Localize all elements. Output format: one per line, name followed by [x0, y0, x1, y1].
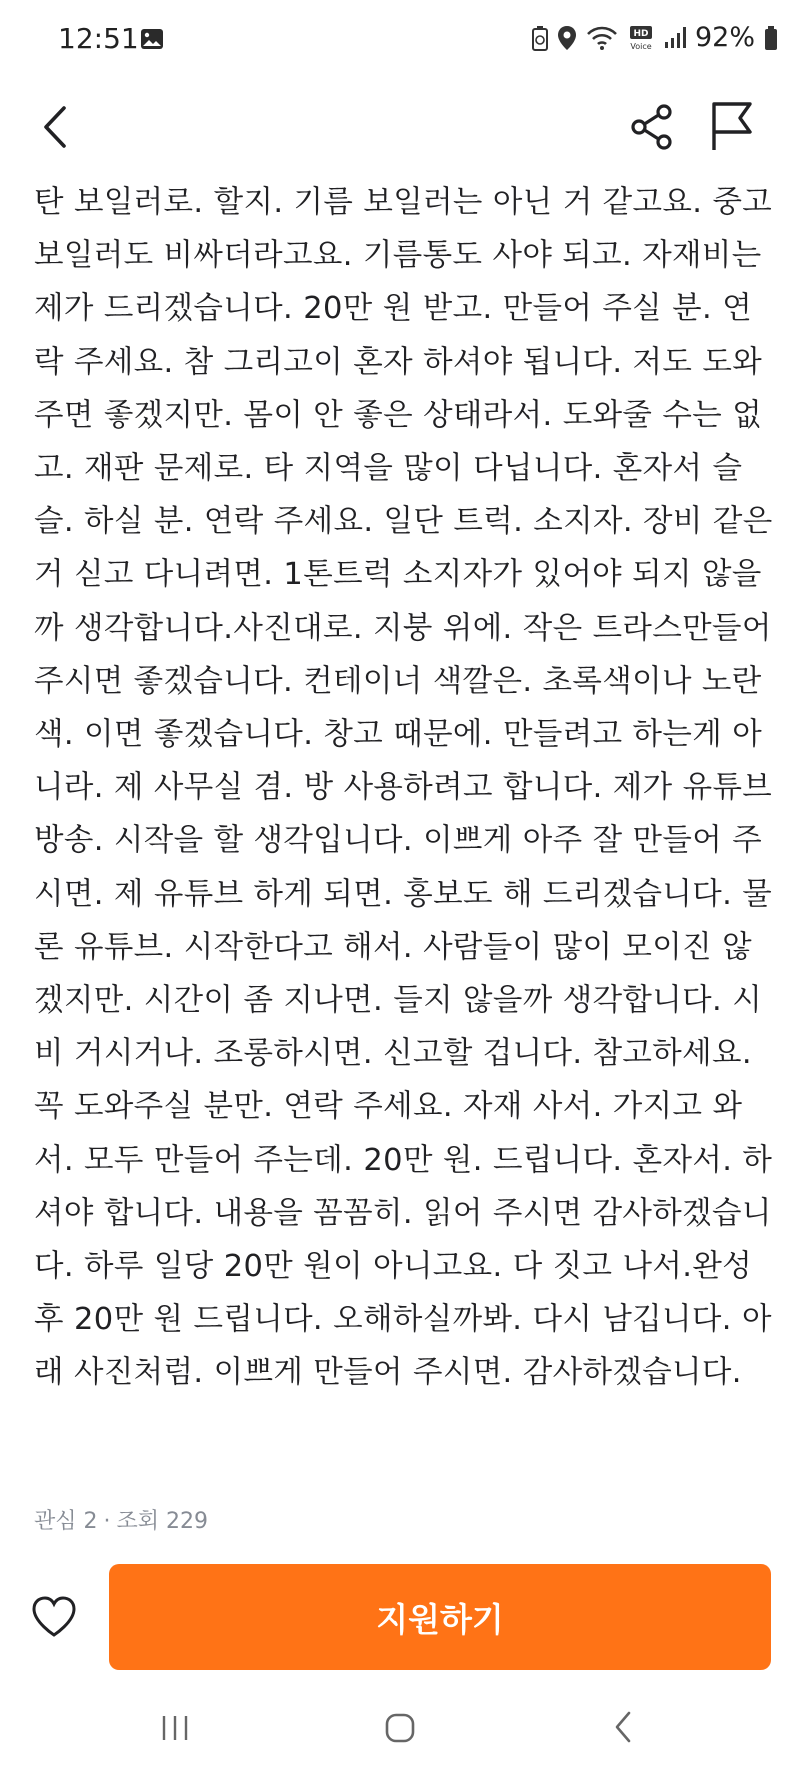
post-stats	[34, 1504, 208, 1535]
status-bar	[0, 0, 800, 80]
apply-button[interactable]: 지원하기	[109, 1564, 771, 1670]
svg-text:Voice: Voice	[630, 41, 652, 51]
back-button[interactable]	[36, 104, 76, 150]
battery-percent: 92%	[694, 22, 755, 53]
system-nav-bar	[0, 1690, 800, 1778]
action-bar	[0, 1560, 800, 1670]
wifi-icon	[586, 25, 618, 51]
recent-apps-icon[interactable]	[160, 1714, 190, 1742]
post-body: 탄 보일러로. 할지. 기름 보일러는 아닌 거 같고요. 중고 보일러도 비싸더라고요. 기름통도 사야 되고. 자재비는 제가 드리겠습니다. 20만 원 받고. 만들어 주실 분. 연락 주세요. 참 그리고이 혼자 하셔야 됩니다. 저도 도와주면 좋겠지만. 몸이 안 좋은 상태라서. 도와줄 수는 없고. 재판 문제로. 타 지역을 많이 다닙니다. 혼자서 슬슬. 하실 분. 연락 주세요. 일단 트럭. 소지자. 장비 같은 거 싣고 다니려면. 1톤트럭 소지자가 있어야 되지 않을까 생각합니다.사진대로. 지붕 위에. 작은 트라스만들어 주시면 좋겠습니다. 컨테이너 색깔은. 초록색이나 노란색. 이면 좋겠습니다. 창고 때문에. 만들려고 하는게 아니라. 제 사무실 겸. 방 사용하려고 합니다. 제가 유튜브 방송. 시작을 할 생각입니다. 이쁘게 아주 잘 만들어 주시면. 제 유튜브 하게 되면. 홍보도 해 드리겠습니다. 물론 유튜브. 시작한다고 해서. 사람들이 많이 모이진 않겠지만. 시간이 좀 지나면. 들지 않을까 생각합니다. 시비 거시거나. 조롱하시면. 신고할 겁니다. 참고하세요. 꼭 도와주실 분만. 연락 주세요. 자재 사서. 가지고 와서. 모두 만들어 주는데. 20만 원. 드립니다. 혼자서. 하셔야 합니다. 내용을 꼼꼼히. 읽어 주시면 감사하겠습니다. 하루 일당 20만 원이 아니고요. 다 짓고 나서.완성후 20만 원 드립니다. 오해하실까봐. 다시 남깁니다. 아래 사진처럼. 이쁘게 만들어 주시면. 감사하겠습니다.	[34, 185, 773, 1391]
location-icon	[557, 25, 577, 51]
status-time: 12:51	[58, 22, 139, 55]
heart-outline-icon[interactable]	[30, 1595, 78, 1639]
back-icon[interactable]	[613, 1710, 633, 1744]
battery-saver-icon	[532, 25, 548, 51]
signal-icon	[664, 26, 686, 50]
app-bar	[0, 80, 800, 170]
gallery-icon	[140, 28, 164, 50]
flag-icon[interactable]	[708, 100, 756, 152]
home-icon[interactable]	[384, 1712, 416, 1744]
status-icons	[532, 22, 778, 53]
interest-count: 관심 2	[34, 1509, 98, 1534]
svg-text:HD: HD	[633, 28, 649, 39]
battery-icon	[764, 25, 778, 51]
share-icon[interactable]	[628, 102, 676, 152]
hd-voice-icon	[627, 25, 655, 51]
stats-separator: ·	[103, 1509, 111, 1534]
view-count: 조회 229	[116, 1509, 208, 1534]
